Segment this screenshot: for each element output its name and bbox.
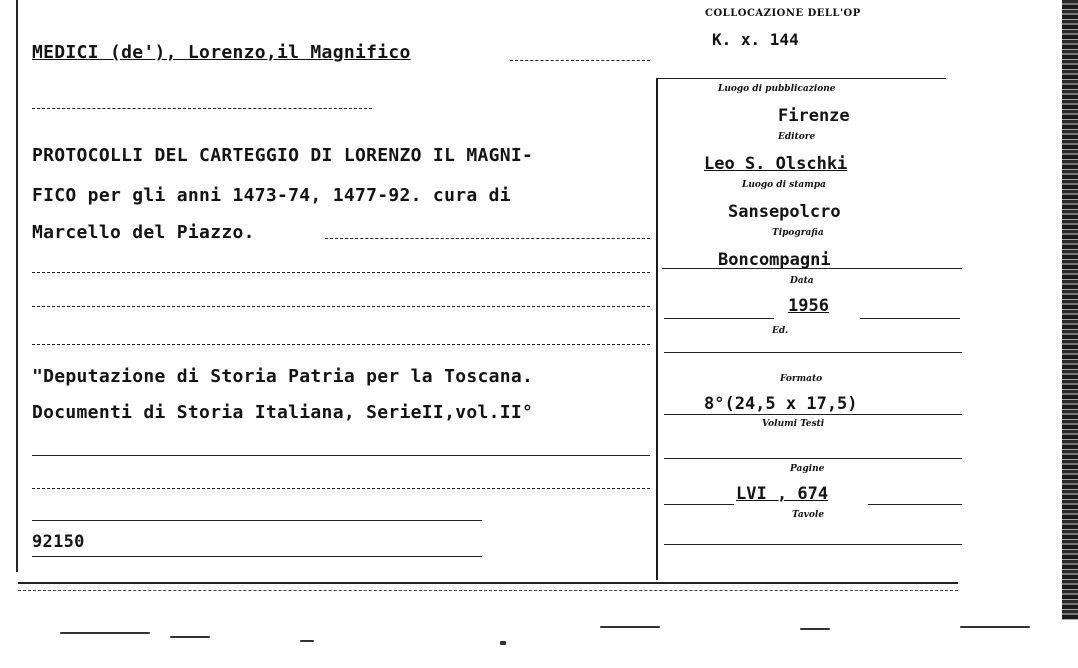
card-edge-shadow xyxy=(1062,0,1078,620)
blank-line xyxy=(32,488,650,489)
field-label-volumes: Volumi Testi xyxy=(762,419,825,429)
plates-rule xyxy=(664,544,962,545)
blank-line xyxy=(32,306,650,307)
field-label-plates: Tavole xyxy=(792,510,825,520)
series-line-2: Documenti di Storia Italiana, SerieII,vol.II° xyxy=(32,402,534,423)
pages-rule-right xyxy=(868,504,962,505)
edition-rule xyxy=(664,352,962,353)
field-value-pages: LVI , 674 xyxy=(736,484,829,504)
card-bottom-rule xyxy=(18,582,958,584)
blank-line xyxy=(32,108,372,109)
scan-speck xyxy=(170,636,210,638)
blank-line xyxy=(32,455,650,456)
title-line-2: FICO per gli anni 1473-74, 1477-92. cura di xyxy=(32,185,511,206)
blank-line xyxy=(32,520,482,521)
date-rule-left xyxy=(664,318,774,319)
scan-speck xyxy=(960,626,1030,628)
scan-speck xyxy=(500,641,506,645)
field-label-date: Data xyxy=(790,276,814,286)
shelfmark: K. x. 144 xyxy=(712,30,799,49)
collocation-label: COLLOCAZIONE DELL'OP xyxy=(705,8,861,19)
blank-line xyxy=(32,344,650,345)
field-label-pages: Pagine xyxy=(790,464,825,474)
volumes-rule xyxy=(664,458,962,459)
heading-dash-trail xyxy=(510,60,650,61)
title-line-3: Marcello del Piazzo. xyxy=(32,222,255,243)
field-label-publisher: Editore xyxy=(778,132,816,142)
field-label-format: Formato xyxy=(780,374,823,384)
field-value-printer: Boncompagni xyxy=(718,250,831,270)
scan-speck xyxy=(800,628,830,630)
field-label-print-place: Luogo di stampa xyxy=(742,180,826,190)
field-label-edition: Ed. xyxy=(772,326,789,336)
pages-rule-left xyxy=(664,504,734,505)
blank-line xyxy=(32,272,650,273)
column-top-rule xyxy=(656,78,946,79)
field-value-date: 1956 xyxy=(788,296,829,316)
inventory-number: 92150 xyxy=(32,532,85,552)
field-label-printer: Tipografia xyxy=(772,228,824,238)
field-value-format: 8°(24,5 x 17,5) xyxy=(704,394,858,414)
card-left-border xyxy=(16,0,18,572)
field-label-place: Luogo di pubblicazione xyxy=(718,84,836,94)
scan-speck xyxy=(300,640,314,642)
column-divider xyxy=(656,78,658,580)
printer-rule xyxy=(662,268,962,269)
scan-speck xyxy=(600,626,660,628)
scan-speck xyxy=(60,632,150,634)
format-rule xyxy=(664,414,962,415)
title-dash-trail xyxy=(325,238,650,239)
card-bottom-dash xyxy=(18,590,958,591)
inventory-underline xyxy=(32,556,482,557)
field-value-print-place: Sansepolcro xyxy=(728,202,841,222)
card-heading: MEDICI (de'), Lorenzo,il Magnifico xyxy=(32,42,411,63)
title-line-1: PROTOCOLLI DEL CARTEGGIO DI LORENZO IL MAGNI- xyxy=(32,145,534,166)
date-rule-right xyxy=(860,318,960,319)
field-value-publisher: Leo S. Olschki xyxy=(704,154,848,174)
series-line-1: "Deputazione di Storia Patria per la Toscana. xyxy=(32,366,534,387)
field-value-place: Firenze xyxy=(778,106,850,126)
